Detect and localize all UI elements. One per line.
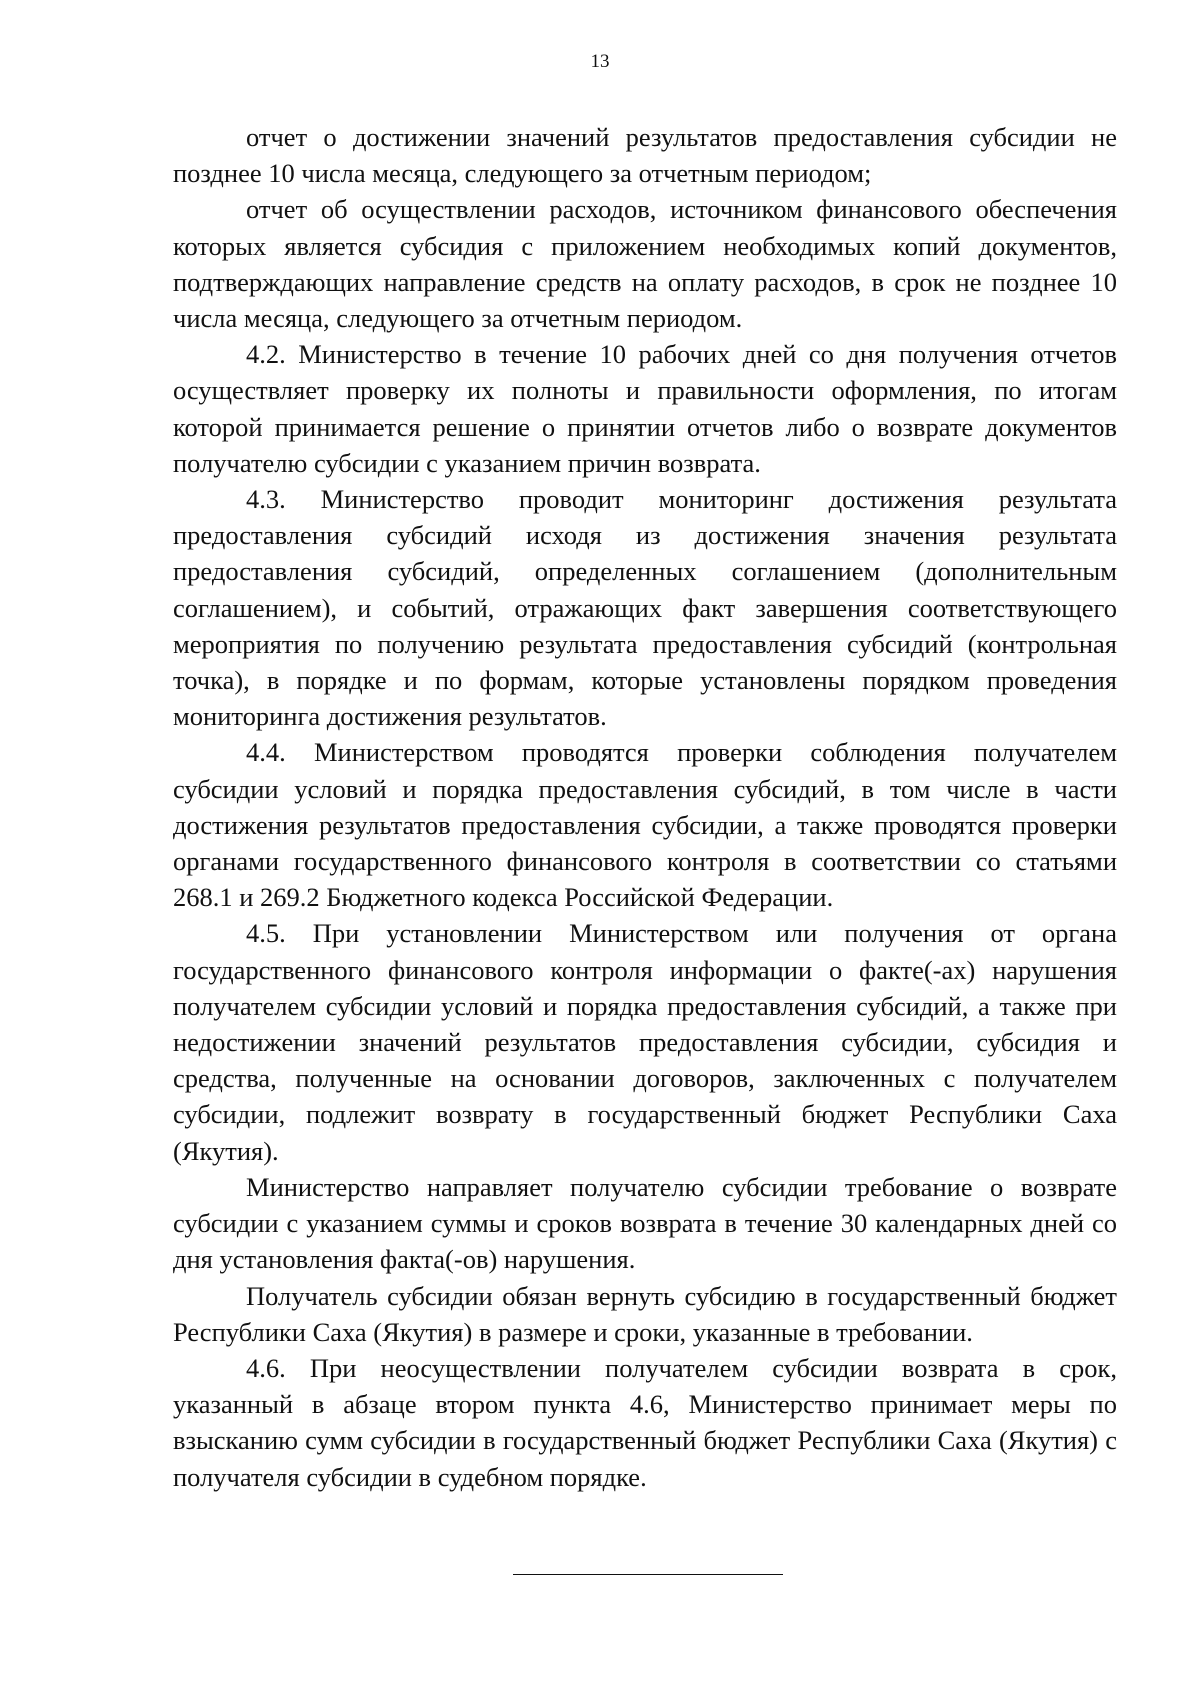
paragraph-report-results: отчет о достижении значений результатов предоставления субсидии не позднее 10 числа месяца, следующего за отчетным периодом; <box>173 122 1117 189</box>
paragraph-4-2: 4.2. Министерство в течение 10 рабочих дней со дня получения отчетов осуществляет проверку их полноты и правильности оформления, по итогам которой принимается решение о принятии отчетов либо о возврате документов получателю субсидии с указанием причин возврата. <box>173 339 1117 478</box>
end-separator-line <box>513 1574 783 1575</box>
paragraph-4-4: 4.4. Министерством проводятся проверки соблюдения получателем субсидии условий и порядка предоставления субсидий, в том числе в части достижения результатов предоставления субсидии, а также проводятся проверки органами государственного финансового контроля в соответствии со статьями 268.1 и 269.2 Бюджетного кодекса Российской Федерации. <box>173 737 1117 913</box>
paragraph-4-6: 4.6. При неосуществлении получателем субсидии возврата в срок, указанный в абзаце втором пункта 4.6, Министерство принимает меры по взысканию сумм субсидии в государственный бюджет Республики Саха (Якутия) с получателя субсидии в судебном порядке. <box>173 1352 1117 1492</box>
paragraph-4-5: 4.5. При установлении Министерством или получения от органа государственного финансового контроля информации о факте(-ах) нарушения получателем субсидии условий и порядка предоставления субсидий, а также при недостижении значений результатов предоставления субсидии, субсидия и средства, полученные на основании договоров, заключенных с получателем субсидии, подлежит возврату в государственный бюджет Республики Саха (Якутия). <box>173 918 1117 1166</box>
paragraph-return-demand: Министерство направляет получателю субсидии требование о возврате субсидии с указанием суммы и сроков возврата в течение 30 календарных дней со дня установления факта(-ов) нарушения. <box>173 1171 1117 1275</box>
paragraph-4-3: 4.3. Министерство проводит мониторинг достижения результата предоставления субсидий исходя из достижения значения результата предоставления субсидий, определенных соглашением (дополнительным соглашением), и событий, отражающих факт завершения соответствующего мероприятия по получению результата предоставления субсидий (контрольная точка), в порядке и по формам, которые установлены порядком проведения мониторинга достижения результатов. <box>173 484 1117 732</box>
page-number: 13 <box>590 51 610 72</box>
paragraph-report-expenses: отчет об осуществлении расходов, источником финансового обеспечения которых является субсидия с приложением необходимых копий документов, подтверждающих направление средств на оплату расходов, в срок не позднее 10 числа месяца, следующего за отчетным периодом. <box>173 194 1117 334</box>
paragraph-recipient-obligation: Получатель субсидии обязан вернуть субсидию в государственный бюджет Республики Саха (Якутия) в размере и сроки, указанные в требовании. <box>173 1280 1117 1347</box>
document-body <box>173 119 1117 1495</box>
